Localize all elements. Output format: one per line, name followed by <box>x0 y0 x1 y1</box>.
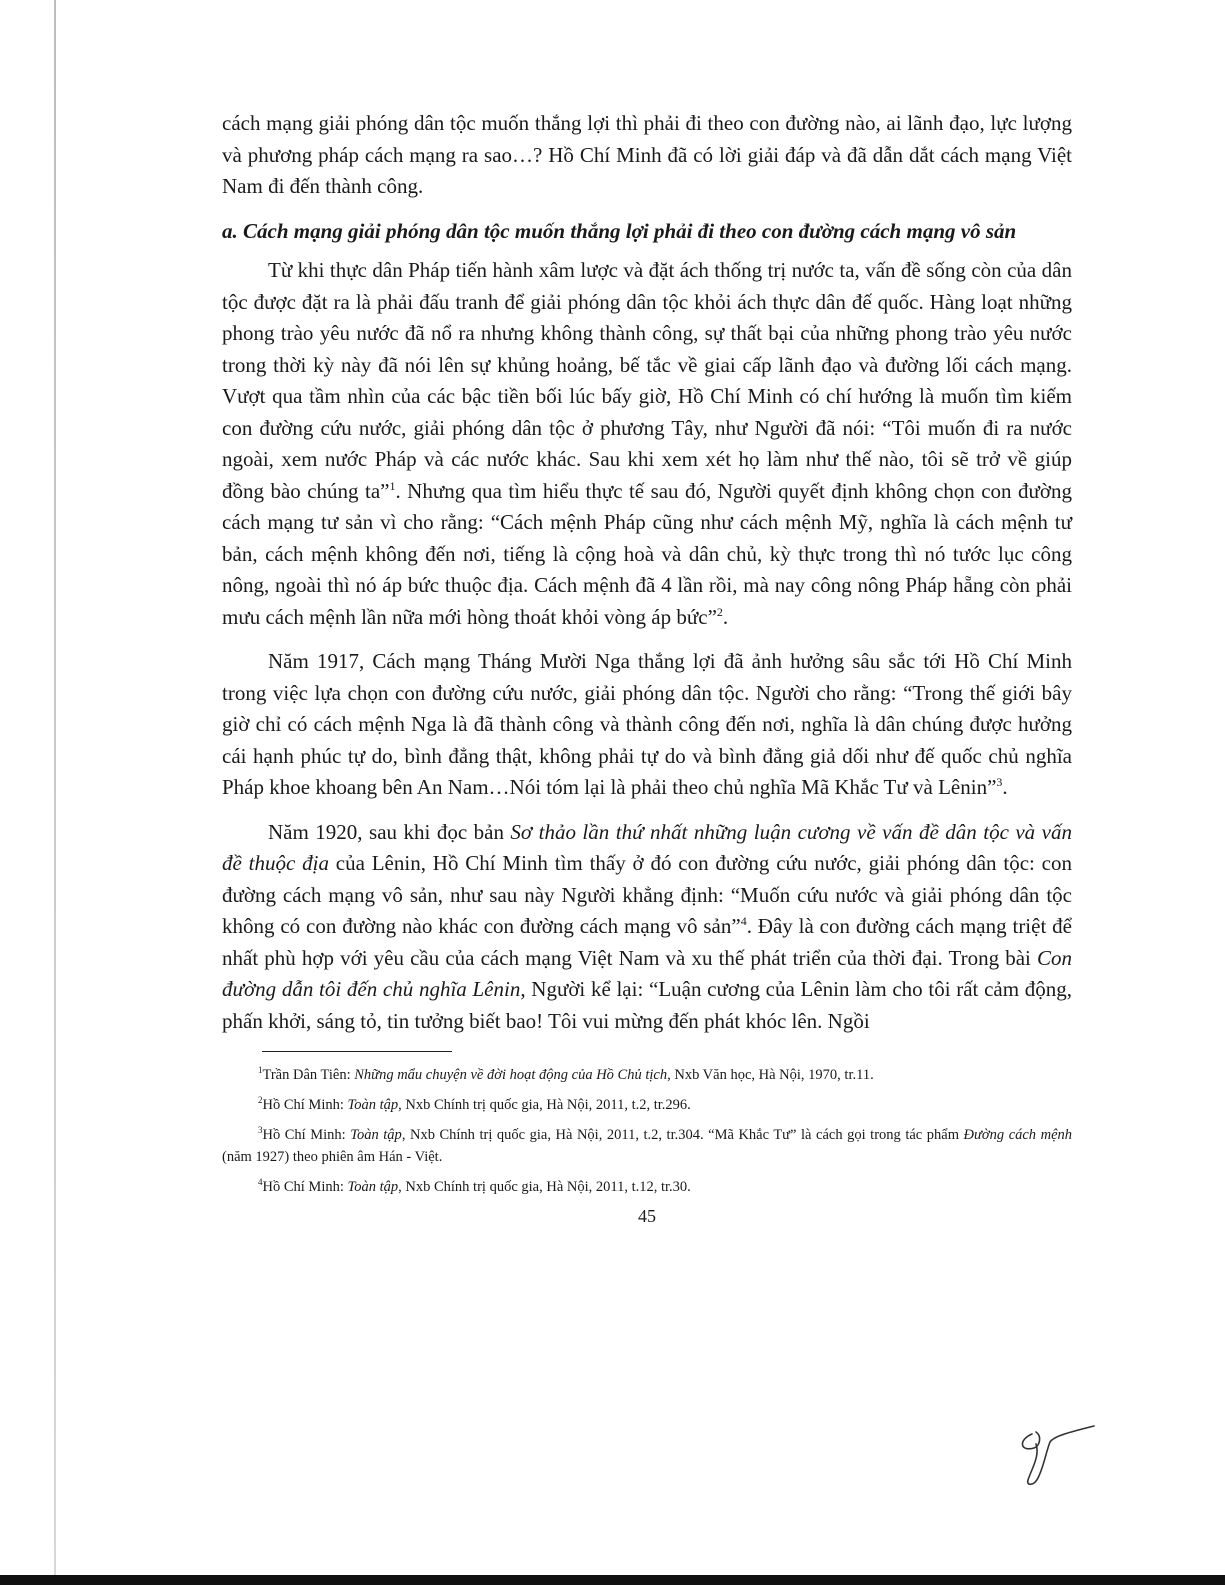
paragraph-2: Năm 1917, Cách mạng Tháng Mười Nga thắng lợi đã ảnh hưởng sâu sắc tới Hồ Chí Minh trong việc lựa chọn con đường cứu nước, giải phóng dân tộc. Người cho rằng: “Trong thế giới bây giờ chỉ có cách mệnh Nga là đã thành công và thành công đến nơi, nghĩa là dân chúng được hưởng cái hạnh phúc tự do, bình đẳng thật, không phải tự do và bình đẳng giả dối như đế quốc chủ nghĩa Pháp khoe khoang bên An Nam…Nói tóm lại là phải theo chủ nghĩa Mã Khắc Tư và Lênin”$^3$. <box>222 649 1072 799</box>
footnote-ref-3: 3 <box>996 775 1003 789</box>
footnote-ref-2: 2 <box>716 604 723 619</box>
footnote-1: $^1$Trần Dân Tiên: Những mẩu chuyện về đời hoạt động của Hồ Chủ tịch, Nxb Văn học, Hà Nội, 1970, tr.11. <box>258 1065 874 1083</box>
footnote-separator <box>262 1051 452 1052</box>
paragraph-1: Từ khi thực dân Pháp tiến hành xâm lược và đặt ách thống trị nước ta, vấn đề sống còn của dân tộc được đặt ra là phải đấu tranh để giải phóng dân tộc khỏi ách thực dân đế quốc. Hàng loạt những phong trào yêu nước đã nổ ra nhưng không thành công, sự thất bại của những phong trào yêu nước trong thời kỳ này đã nói lên sự khủng hoảng, bế tắc về giai cấp lãnh đạo và đường lối cách mạng. Vượt qua tầm nhìn của các bậc tiền bối lúc bấy giờ, Hồ Chí Minh có chí hướng là muốn tìm kiếm con đường cứu nước, giải phóng dân tộc ở phương Tây, như Người đã nói: “Tôi muốn đi ra nước ngoài, xem nước Pháp và các nước khác. Sau khi xem xét họ làm như thế nào, tôi sẽ trở về giúp đồng bào chúng ta”$^1$. Nhưng qua tìm hiểu thực tế sau đó, Người quyết định không chọn con đường cách mạng tư sản vì cho rằng: “Cách mệnh Pháp cũng như cách mệnh Mỹ, nghĩa là cách mệnh tư bản, cách mệnh không đến nơi, tiếng là cộng hoà và dân chủ, kỳ thực trong thì nó tước lục công nông, ngoài thì nó áp bức thuộc địa. Cách mệnh đã 4 lần rồi, mà nay công nông Pháp hẵng còn phải mưu cách mệnh lần nữa mới hòng thoát khỏi vòng áp bức”$^2$. <box>222 258 1072 629</box>
section-heading: a. Cách mạng giải phóng dân tộc muốn thắng lợi phải đi theo con đường cách mạng vô sản <box>222 218 1017 243</box>
footnote-3: $^3$Hồ Chí Minh: Toàn tập, Nxb Chính trị quốc gia, Hà Nội, 2011, t.2, tr.304. “Mã Khắc Tư” là cách gọi trong tác phẩm Đường cách mệnh (năm 1927) theo phiên âm Hán - Việt. <box>222 1125 1073 1165</box>
footnote-ref-1: 1 <box>389 478 396 493</box>
handwritten-initials <box>1010 1422 1100 1492</box>
footnote-2: $^2$Hồ Chí Minh: Toàn tập, Nxb Chính trị quốc gia, Hà Nội, 2011, t.2, tr.296. <box>258 1095 691 1113</box>
scan-edge-left <box>54 0 56 1585</box>
document-page <box>222 108 1072 1227</box>
page-number: 45 <box>638 1206 656 1226</box>
footnote-4: $^4$Hồ Chí Minh: Toàn tập, Nxb Chính trị quốc gia, Hà Nội, 2011, t.12, tr.30. <box>258 1177 691 1195</box>
scan-edge-bottom <box>0 1575 1225 1585</box>
cited-title: Con đường dẫn tôi đến chủ nghĩa Lênin <box>222 945 1072 1001</box>
intro-paragraph: cách mạng giải phóng dân tộc muốn thắng lợi thì phải đi theo con đường nào, ai lãnh đạo, lực lượng và phương pháp cách mạng ra sao…? Hồ Chí Minh đã có lời giải đáp và đã dẫn dắt cách mạng Việt Nam đi đến thành công. <box>222 111 1072 198</box>
paragraph-3: Năm 1920, sau khi đọc bản Sơ thảo lần thứ nhất những luận cương về vấn đề dân tộc và vấn đề thuộc địa của Lênin, Hồ Chí Minh tìm thấy ở đó con đường cứu nước, giải phóng dân tộc: con đường cách mạng vô sản, như sau này Người khẳng định: “Muốn cứu nước và giải phóng dân tộc không có con đường nào khác con đường cách mạng vô sản”$^4$. Đây là con đường cách mạng triệt để nhất phù hợp với yêu cầu của cách mạng Việt Nam và xu thế phát triển của thời đại. Trong bài Con đường dẫn tôi đến chủ nghĩa Lênin, Người kể lại: “Luận cương của Lênin làm cho tôi rất cảm động, phấn khởi, sáng tỏ, tin tưởng biết bao! Tôi vui mừng đến phát khóc lên. Ngồi <box>222 819 1073 1033</box>
footnote-ref-4: 4 <box>740 914 747 928</box>
cited-title: Sơ thảo lần thứ nhất những luận cương về vấn đề dân tộc và vấn đề thuộc địa <box>222 819 1072 875</box>
